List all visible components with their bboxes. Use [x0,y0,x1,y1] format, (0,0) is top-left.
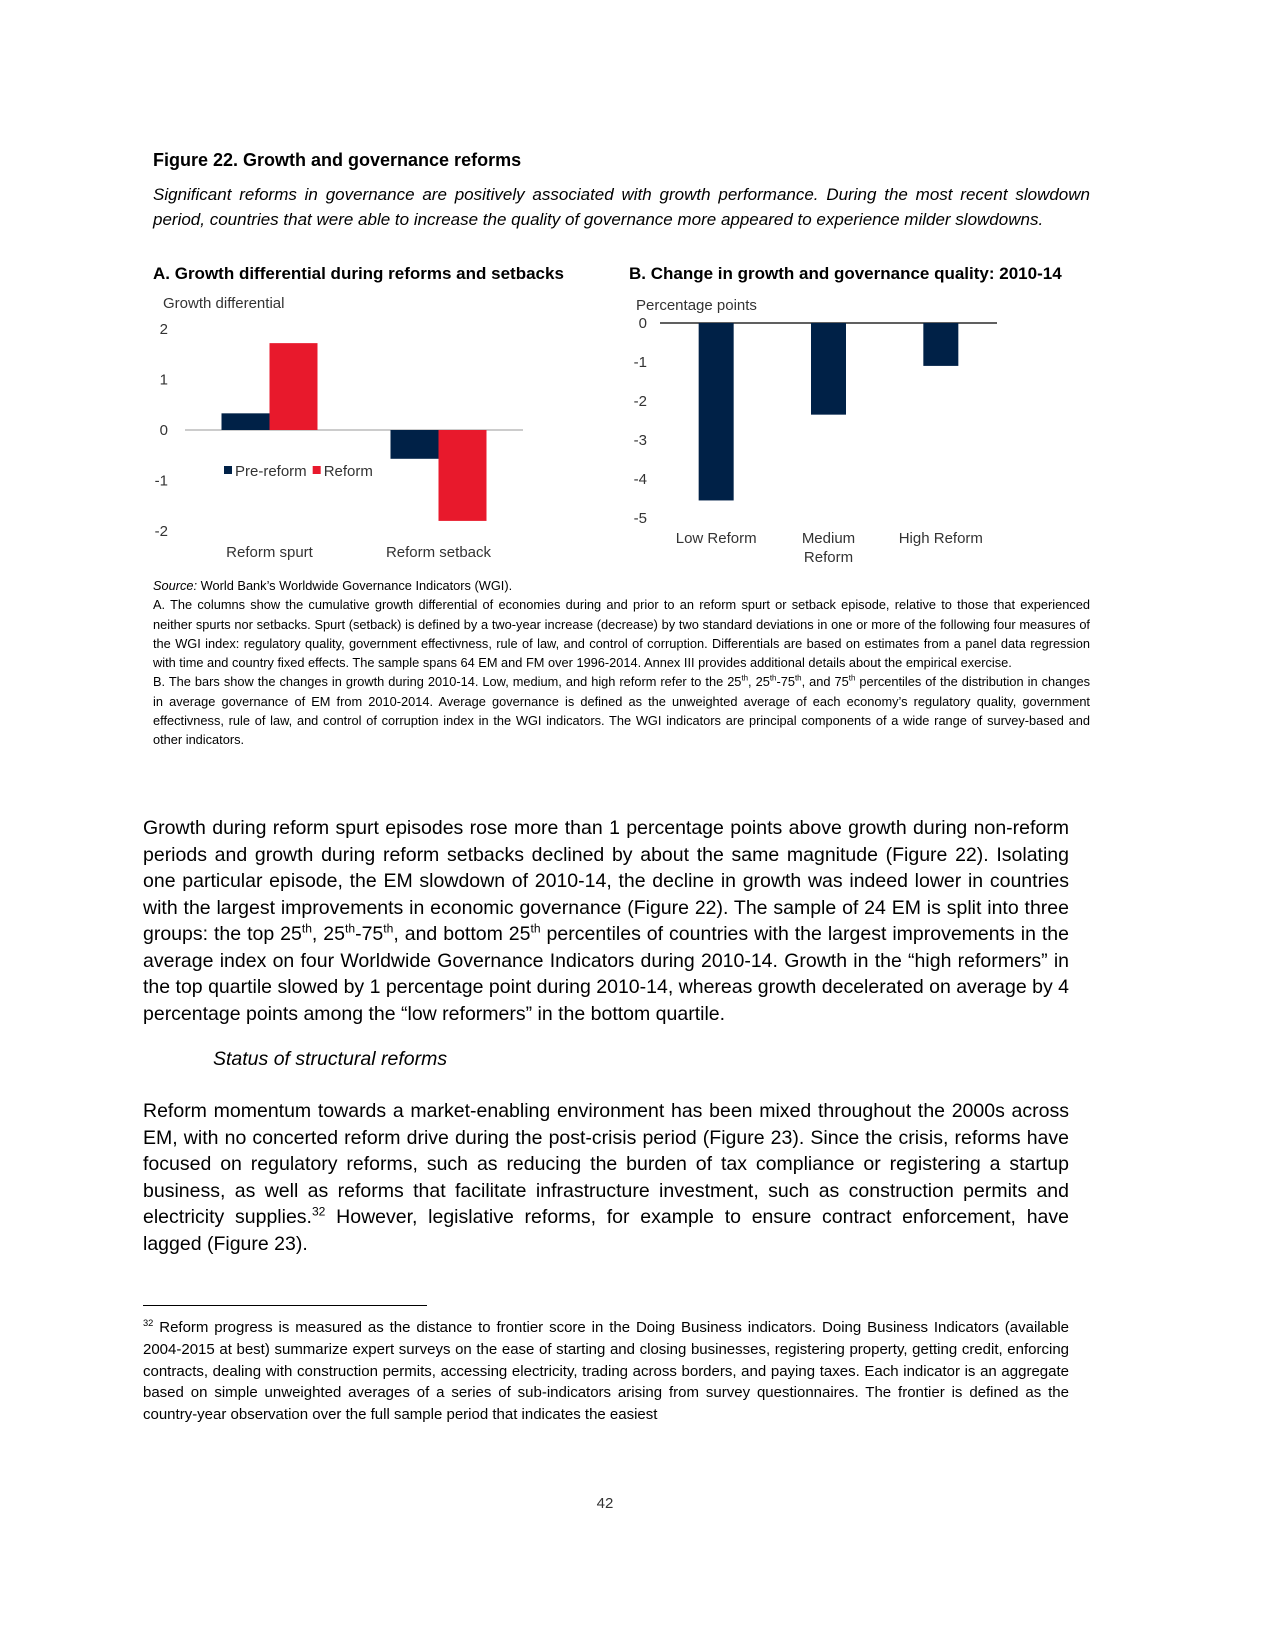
x-tick-label: Reform spurt [226,544,313,561]
figure-title: Figure 22. Growth and governance reforms [153,150,522,170]
chart-a [150,290,550,575]
x-tick-label: Reform [803,549,854,566]
superscript: th [301,921,312,936]
y-tick-label: 0 [638,315,647,332]
y-tick-label: -2 [154,523,168,540]
y-tick-label: -4 [633,471,647,488]
y-tick-label: -3 [633,432,647,449]
chart-b [625,290,1025,575]
y-tick-label: -5 [633,510,647,527]
footnote-divider [143,1305,427,1306]
x-tick-label: Low Reform [675,530,757,547]
superscript: th [530,921,541,936]
note-b-text: B. The bars show the changes in growth during 2010-14. Low, medium, and high reform refer to the 25 [153,674,742,690]
note-b-text: , 25 [748,674,770,690]
y-tick-label: 1 [159,371,168,389]
body-paragraph-1 [143,815,1069,1027]
superscript: th [794,674,802,684]
source-note [153,576,1090,595]
note-b-text: -75 [776,674,795,690]
text: percentiles of countries with the largest improvements in the average index on four Worldwide Governance Indicators during 2010-14. Growth in the “high reformers” in the top quartile slowed by 1 percentage point during 2010-14, whereas growth decelerated on average by 4 percentage points among the “low reformers” in the bottom quartile. [143,923,1069,1025]
text: -75 [355,923,384,945]
x-tick-label: Medium [801,530,856,547]
footnote-reference[interactable]: 32 [311,1204,326,1219]
footnote-32 [143,1317,1069,1426]
legend-swatch [224,466,232,474]
bar-pre-reform [222,413,270,430]
y-axis-label: Percentage points [636,297,757,314]
note-a: A. The columns show the cumulative growth differential of economies during and prior to an reform spurt or setback episode, relative to those that experienced neither spurts nor setbacks. Spurt (setback) is defined by a two-year increase (decrease) by two standard deviations in one or more of the following four measures of the WGI index: regulatory quality, government effectivness, rule of law, and control of corruption. Differentials are based on estimates from a panel data regression with time and country fixed effects. The sample spans 64 EM and FM over 1996-2014. Annex III provides additional details about the empirical exercise. [153,597,1090,671]
text: , 25 [311,923,345,945]
note-b-text: , and 75 [801,674,849,690]
note-b-text: percentiles of the distribution in changes in average governance of EM from 2010-2014. Average governance is defined as the unweighted average of each economy’s regulatory quality, government effectivness, rule of law, and control of corruption index in the WGI indicators. The WGI indicators are principal components of a wide range of survey-based and other indicators. [153,674,1090,748]
superscript: th [848,674,856,684]
x-tick-label: High Reform [898,530,983,547]
footnote-text: Reform progress is measured as the distance to frontier score in the Doing Business indicators. Doing Business Indicators (available 2004-2015 at best) summarize expert surveys on the ease of starting and closing businesses, registering property, getting credit, enforcing contracts, dealing with construction permits, accessing electricity, trading across borders, and paying taxes. Each indicator is an aggregate based on simple unweighted averages of a series of sub-indicators arising from survey questionnaires. The frontier is defined as the country-year observation over the full sample period that indicates the easiest [143,1319,1069,1424]
panel-b-title: B. Change in growth and governance quality: 2010-14 [629,264,1062,283]
y-tick-label: 2 [159,321,168,338]
panel-a-title: A. Growth differential during reforms and setbacks [153,264,564,283]
bar [811,323,846,415]
superscript: th [383,921,394,936]
legend-swatch [313,466,321,474]
text: Growth during reform spurt episodes rose more than 1 percentage points above growth during non-reform periods and growth during reform setbacks declined by about the same magnitude (Figure 22). Isolating one particular episode, the EM slowdown of 2010-14, the decline in growth was indeed lower in countries with the largest improvements in economic governance (Figure 22). The sample of 24 EM is split into three groups: the top 25 [143,817,1069,945]
bar [923,323,958,366]
bar-pre-reform [391,430,439,459]
y-tick-label: -1 [633,354,647,371]
body-paragraph-2 [143,1098,1069,1257]
superscript: th [345,921,356,936]
text: Reform momentum towards a market-enabling environment has been mixed throughout the 2000s across EM, with no concerted reform drive during the post-crisis period (Figure 23). Since the crisis, reforms have focused on regulatory reforms, such as reducing the burden of tax compliance or registering a startup business, as well as reforms that facilitate infrastructure investment, such as construction permits and electricity supplies. [143,1100,1069,1228]
y-tick-label: -2 [633,393,647,410]
superscript: th [769,674,777,684]
y-tick-label: 0 [159,422,168,439]
bar-reform [270,343,318,430]
section-heading: Status of structural reforms [213,1048,448,1070]
bar-reform [439,430,487,521]
page-number: 42 [596,1495,614,1512]
bar [699,323,734,500]
footnote-mark: 32 [143,1318,154,1328]
y-axis-label: Growth differential [163,295,285,312]
legend-label: Pre-reform [235,463,307,480]
source-text: World Bank’s Worldwide Governance Indicators (WGI). [197,578,513,593]
note-b [153,672,1090,749]
source-label: Source: [153,578,198,593]
legend-label: Reform [323,463,373,480]
text: , and bottom 25 [393,923,531,945]
superscript: th [741,674,749,684]
x-tick-label: Reform setback [385,544,492,561]
y-tick-label: -1 [154,472,168,490]
text: However, legislative reforms, for example to ensure contract enforcement, have lagged (Figure 23). [143,1206,1069,1255]
figure-subtitle: Significant reforms in governance are positively associated with growth performance. During the most recent slowdown period, countries that were able to increase the quality of governance more appeared to experience milder slowdowns. [153,185,1090,229]
figure-notes [153,576,1090,750]
